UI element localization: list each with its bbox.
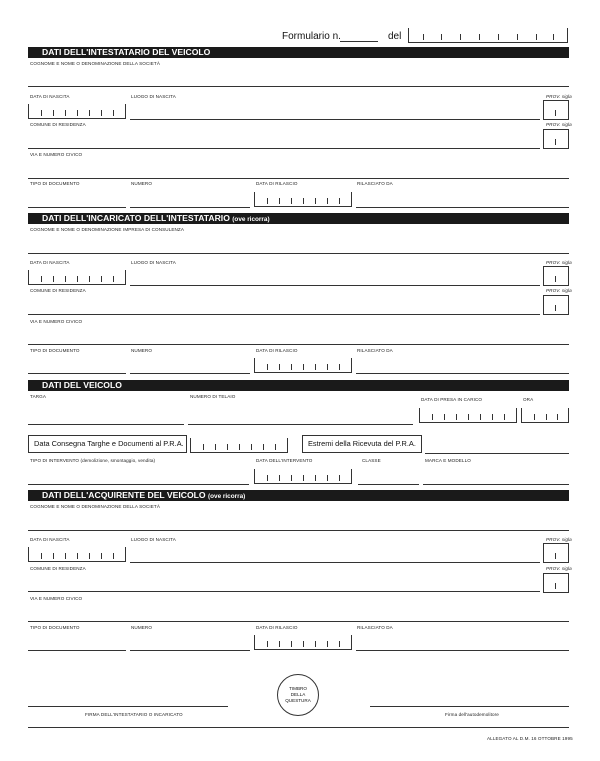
s1-rilasciato-label: RILASCIATO DA: [357, 181, 393, 186]
estremi-ricevuta-box: Estremi della Ricevuta del P.R.A.: [302, 435, 422, 453]
targa-label: TARGA: [30, 394, 46, 399]
veicolo-header: [28, 380, 569, 391]
intestatario-header: [28, 47, 569, 58]
s4-rilasciato-label: RILASCIATO DA: [357, 625, 393, 630]
s2-cognome-field[interactable]: [28, 253, 569, 254]
s2-via-field[interactable]: [28, 344, 569, 345]
stamp-line-3: QUESTURA: [285, 698, 311, 703]
header-date-field[interactable]: [408, 28, 568, 43]
presa-carico-label: DATA DI PRESA IN CARICO: [421, 397, 483, 402]
s1-prov-field[interactable]: [543, 100, 569, 120]
marca-modello-label: MARCA E MODELLO: [425, 458, 471, 463]
firma-autodemolitore-label: Firma dell'autodemolitore: [445, 712, 499, 717]
tipo-intervento-field[interactable]: [28, 484, 249, 485]
s2-tipo-doc-field[interactable]: [28, 373, 126, 374]
s1-luogo-nascita-field[interactable]: [130, 119, 540, 120]
s4-data-nascita-field[interactable]: [28, 547, 126, 562]
s1-tipo-doc-label: TIPO DI DOCUMENTO: [30, 181, 80, 186]
incaricato-header: [28, 213, 569, 224]
s1-data-nascita-field[interactable]: [28, 104, 126, 119]
tipo-intervento-label: TIPO DI INTERVENTO (demolizione, smontaggio, vendita): [30, 458, 156, 463]
firma-intestatario-label: FIRMA DELL'INTESTATARIO O INCARICATO: [85, 712, 183, 717]
s4-via-field[interactable]: [28, 621, 569, 622]
s1-data-nascita-label: DATA DI NASCITA: [30, 94, 70, 99]
stamp-line-1: TIMBRO: [289, 686, 307, 691]
s1-comune-field[interactable]: [28, 148, 540, 149]
classe-label: CLASSE: [362, 458, 381, 463]
s4-via-label: VIA E NUMERO CIVICO: [30, 596, 83, 601]
s2-luogo-nascita-field[interactable]: [130, 285, 540, 286]
acquirente-subtitle: (ove ricorra): [207, 493, 246, 500]
s4-cognome-field[interactable]: [28, 530, 569, 531]
s1-via-label: VIA E NUMERO CIVICO: [30, 152, 83, 157]
data-intervento-label: DATA DELL'INTERVENTO: [256, 458, 313, 463]
s4-luogo-nascita-field[interactable]: [130, 562, 540, 563]
s1-numero-field[interactable]: [130, 207, 250, 208]
formulario-number-field[interactable]: [340, 41, 378, 42]
s4-data-rilascio-label: DATA DI RILASCIO: [256, 625, 298, 630]
s4-cognome-label: COGNOME E NOME O DENOMINAZIONE DELLA SOCIETÀ: [30, 504, 160, 509]
s2-comune-label: COMUNE DI RESIDENZA: [30, 288, 86, 293]
s1-via-field[interactable]: [28, 178, 569, 179]
classe-field[interactable]: [358, 484, 419, 485]
data-consegna-field[interactable]: [190, 438, 288, 453]
s2-numero-field[interactable]: [130, 373, 250, 374]
s4-numero-field[interactable]: [130, 650, 250, 651]
s4-prov-field[interactable]: [543, 543, 569, 563]
telaio-field[interactable]: [188, 424, 413, 425]
s4-data-nascita-label: DATA DI NASCITA: [30, 537, 70, 542]
s1-prov2-field[interactable]: [543, 129, 569, 149]
s2-tipo-doc-label: TIPO DI DOCUMENTO: [30, 348, 80, 353]
data-consegna-box: Data Consegna Targhe e Documenti al P.R.A.: [28, 435, 187, 453]
stamp-line-2: DELLA: [290, 692, 306, 697]
del-label: del: [388, 31, 402, 42]
firma-autodemolitore-field[interactable]: [370, 706, 569, 707]
s1-luogo-nascita-label: LUOGO DI NASCITA: [131, 94, 176, 99]
allegato-note: ALLEGATO AL D.M. 16 OTTOBRE 1995: [487, 736, 573, 741]
s2-via-label: VIA E NUMERO CIVICO: [30, 319, 83, 324]
questura-stamp: [277, 674, 319, 716]
intestatario-title: DATI DELL'INTESTATARIO DEL VEICOLO: [42, 47, 211, 57]
s1-tipo-doc-field[interactable]: [28, 207, 126, 208]
acquirente-header: [28, 490, 569, 501]
estremi-ricevuta-field[interactable]: [425, 453, 569, 454]
s4-tipo-doc-label: TIPO DI DOCUMENTO: [30, 625, 80, 630]
s2-data-nascita-field[interactable]: [28, 270, 126, 285]
telaio-label: NUMERO DI TELAIO: [190, 394, 236, 399]
marca-modello-field[interactable]: [423, 484, 569, 485]
s4-luogo-nascita-label: LUOGO DI NASCITA: [131, 537, 176, 542]
s2-data-nascita-label: DATA DI NASCITA: [30, 260, 70, 265]
s1-rilasciato-field[interactable]: [356, 207, 569, 208]
footer-divider: [28, 727, 569, 728]
s4-tipo-doc-field[interactable]: [28, 650, 126, 651]
s1-prov-label: PROV. sigla: [546, 94, 572, 99]
s1-data-rilascio-label: DATA DI RILASCIO: [256, 181, 298, 186]
s1-cognome-label: COGNOME E NOME O DENOMINAZIONE DELLA SOCIETÀ: [30, 61, 160, 66]
formulario-label: Formulario n.: [282, 31, 341, 42]
targa-field[interactable]: [28, 424, 184, 425]
s4-prov2-field[interactable]: [543, 573, 569, 593]
ora-field[interactable]: [521, 408, 569, 423]
acquirente-title: DATI DELL'ACQUIRENTE DEL VEICOLO: [42, 490, 206, 500]
presa-carico-field[interactable]: [419, 408, 517, 423]
s4-prov2-label: PROV. sigla: [546, 566, 572, 571]
s2-prov-field[interactable]: [543, 266, 569, 286]
s2-prov-label: PROV. sigla: [546, 260, 572, 265]
s2-comune-field[interactable]: [28, 314, 540, 315]
veicolo-title: DATI DEL VEICOLO: [42, 380, 122, 390]
s1-numero-label: NUMERO: [131, 181, 153, 186]
s2-rilasciato-field[interactable]: [356, 373, 569, 374]
incaricato-title: DATI DELL'INCARICATO DELL'INTESTATARIO: [42, 213, 230, 223]
s2-luogo-nascita-label: LUOGO DI NASCITA: [131, 260, 176, 265]
s2-numero-label: NUMERO: [131, 348, 153, 353]
s1-prov2-label: PROV. sigla: [546, 122, 572, 127]
data-intervento-field[interactable]: [254, 469, 352, 484]
firma-intestatario-field[interactable]: [28, 706, 228, 707]
s2-data-rilascio-label: DATA DI RILASCIO: [256, 348, 298, 353]
s2-prov2-label: PROV. sigla: [546, 288, 572, 293]
ora-label: ORA: [523, 397, 534, 402]
s1-cognome-field[interactable]: [28, 86, 569, 87]
s4-prov-label: PROV. sigla: [546, 537, 572, 542]
s2-prov2-field[interactable]: [543, 295, 569, 315]
s4-numero-label: NUMERO: [131, 625, 153, 630]
s1-data-rilascio-field[interactable]: [254, 192, 352, 207]
s2-data-rilascio-field[interactable]: [254, 358, 352, 373]
s4-rilasciato-field[interactable]: [356, 650, 569, 651]
s4-comune-field[interactable]: [28, 591, 540, 592]
incaricato-subtitle: (ove ricorra): [232, 216, 270, 223]
s4-comune-label: COMUNE DI RESIDENZA: [30, 566, 86, 571]
s2-rilasciato-label: RILASCIATO DA: [357, 348, 393, 353]
s4-data-rilascio-field[interactable]: [254, 635, 352, 650]
s2-cognome-label: COGNOME E NOME O DENOMINAZIONE IMPRESA DI CONSULENZA: [30, 227, 185, 232]
s1-comune-label: COMUNE DI RESIDENZA: [30, 122, 86, 127]
